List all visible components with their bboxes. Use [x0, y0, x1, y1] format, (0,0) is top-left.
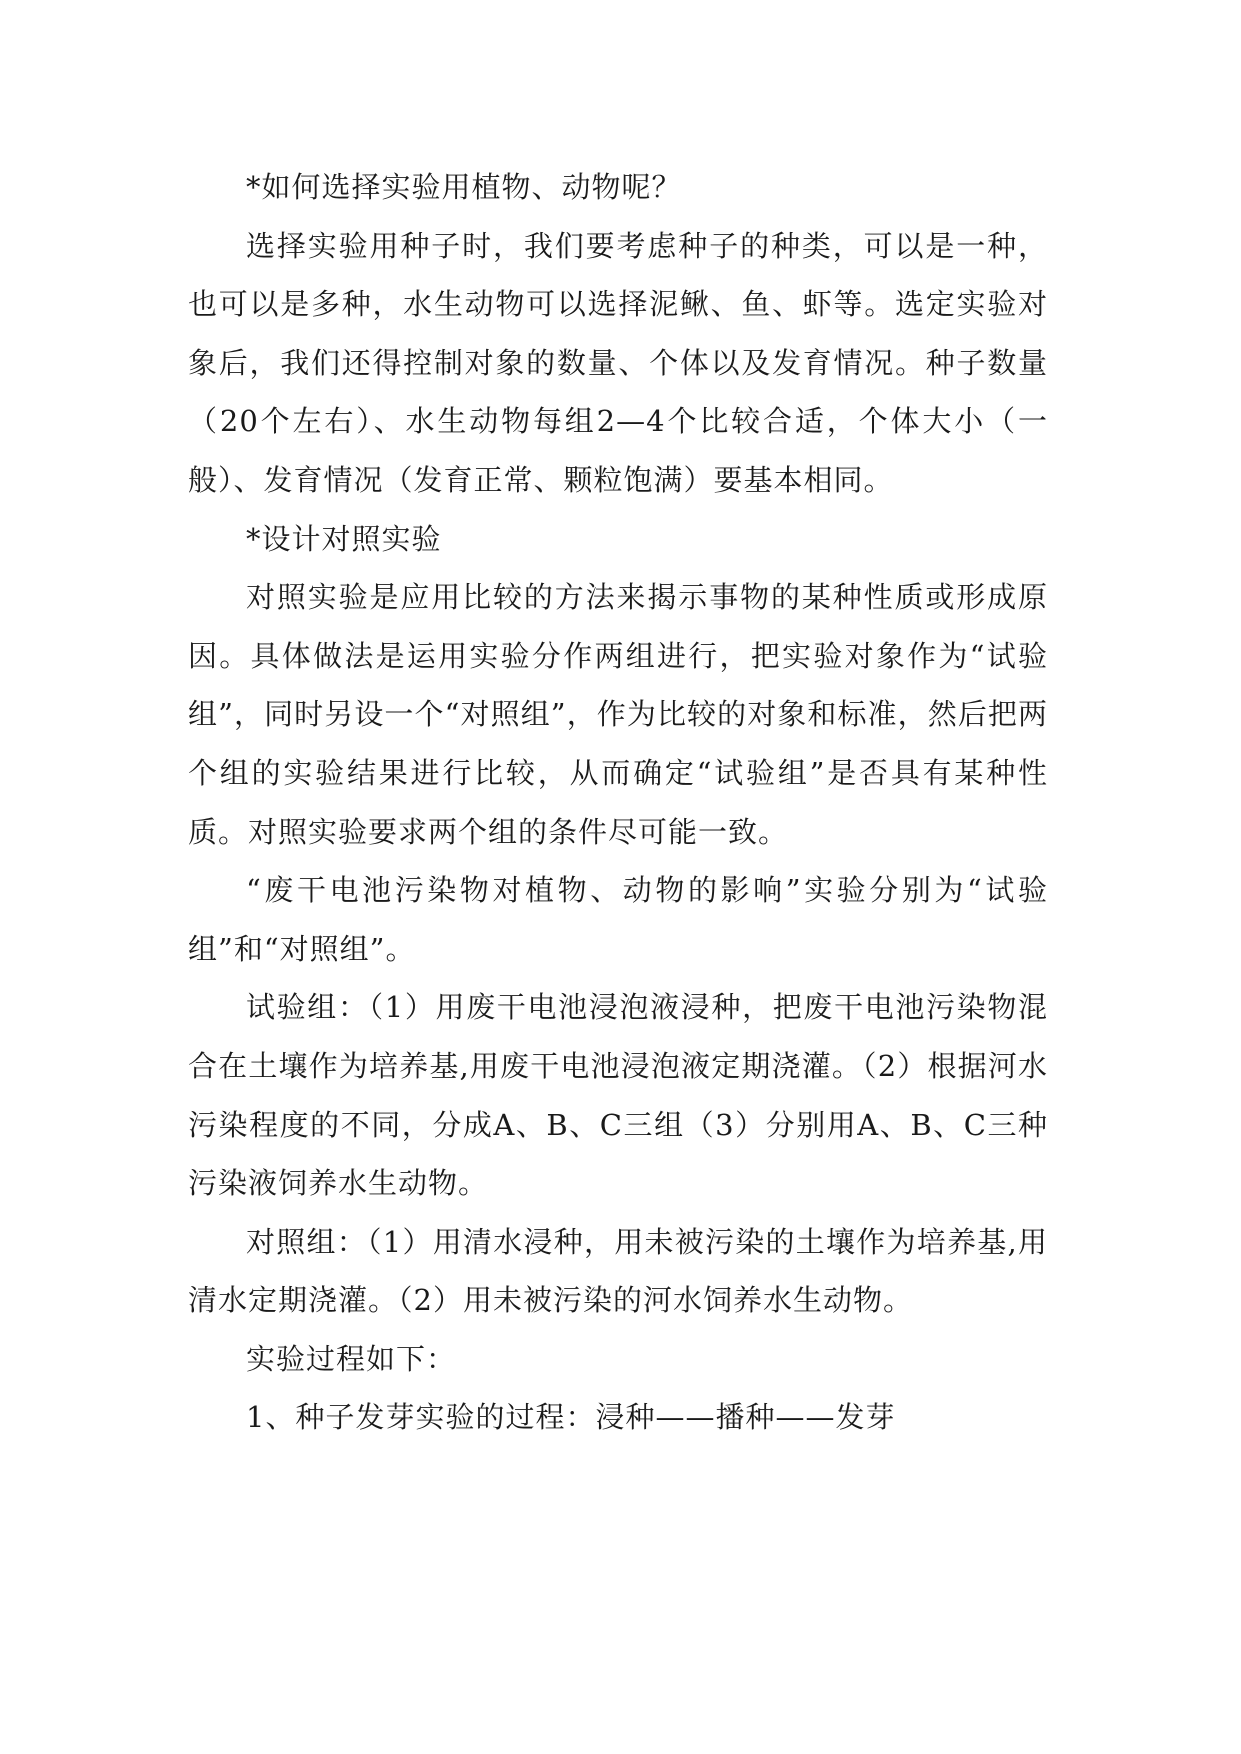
paragraph-process-intro: 实验过程如下：: [246, 1341, 457, 1376]
heading-design-control: *设计对照实验: [246, 521, 442, 556]
paragraph-control-group: 对照组：（1）用清水浸种，用未被污染的土壤作为培养基,用清水定期浇灌。（2）用未被污染的河水饲养水生动物。: [188, 1224, 1048, 1318]
paragraph-step-1: 1、种子发芽实验的过程：浸种——播种——发芽: [246, 1400, 896, 1435]
heading-select-subjects: *如何选择实验用植物、动物呢？: [246, 170, 682, 204]
document-page: [188, 158, 1048, 1447]
paragraph-experiment-groups: “废干电池污染物对植物、动物的影响”实验分别为“试验组”和“对照组”。: [188, 873, 1048, 966]
paragraph-select-seeds: 选择实验用种子时，我们要考虑种子的种类，可以是一种，也可以是多种，水生动物可以选择泥鳅、鱼、虾等。选定实验对象后，我们还得控制对象的数量、个体以及发育情况。种子数量（20个左右）、水生动物每组2—4个比较合适，个体大小（一般）、发育情况（发育正常、颗粒饱满）要基本相同。: [188, 228, 1048, 497]
paragraph-test-group: 试验组：（1）用废干电池浸泡液浸种，把废干电池污染物混合在土壤作为培养基,用废干电池浸泡液定期浇灌。（2）根据河水污染程度的不同，分成A、B、C三组（3）分别用A、B、C三种污染液饲养水生动物。: [188, 990, 1048, 1201]
paragraph-control-experiment: 对照实验是应用比较的方法来揭示事物的某种性质或形成原因。具体做法是运用实验分作两组进行，把实验对象作为“试验组”，同时另设一个“对照组”，作为比较的对象和标准，然后把两个组的实验结果进行比较，从而确定“试验组”是否具有某种性质。对照实验要求两个组的条件尽可能一致。: [188, 580, 1048, 849]
